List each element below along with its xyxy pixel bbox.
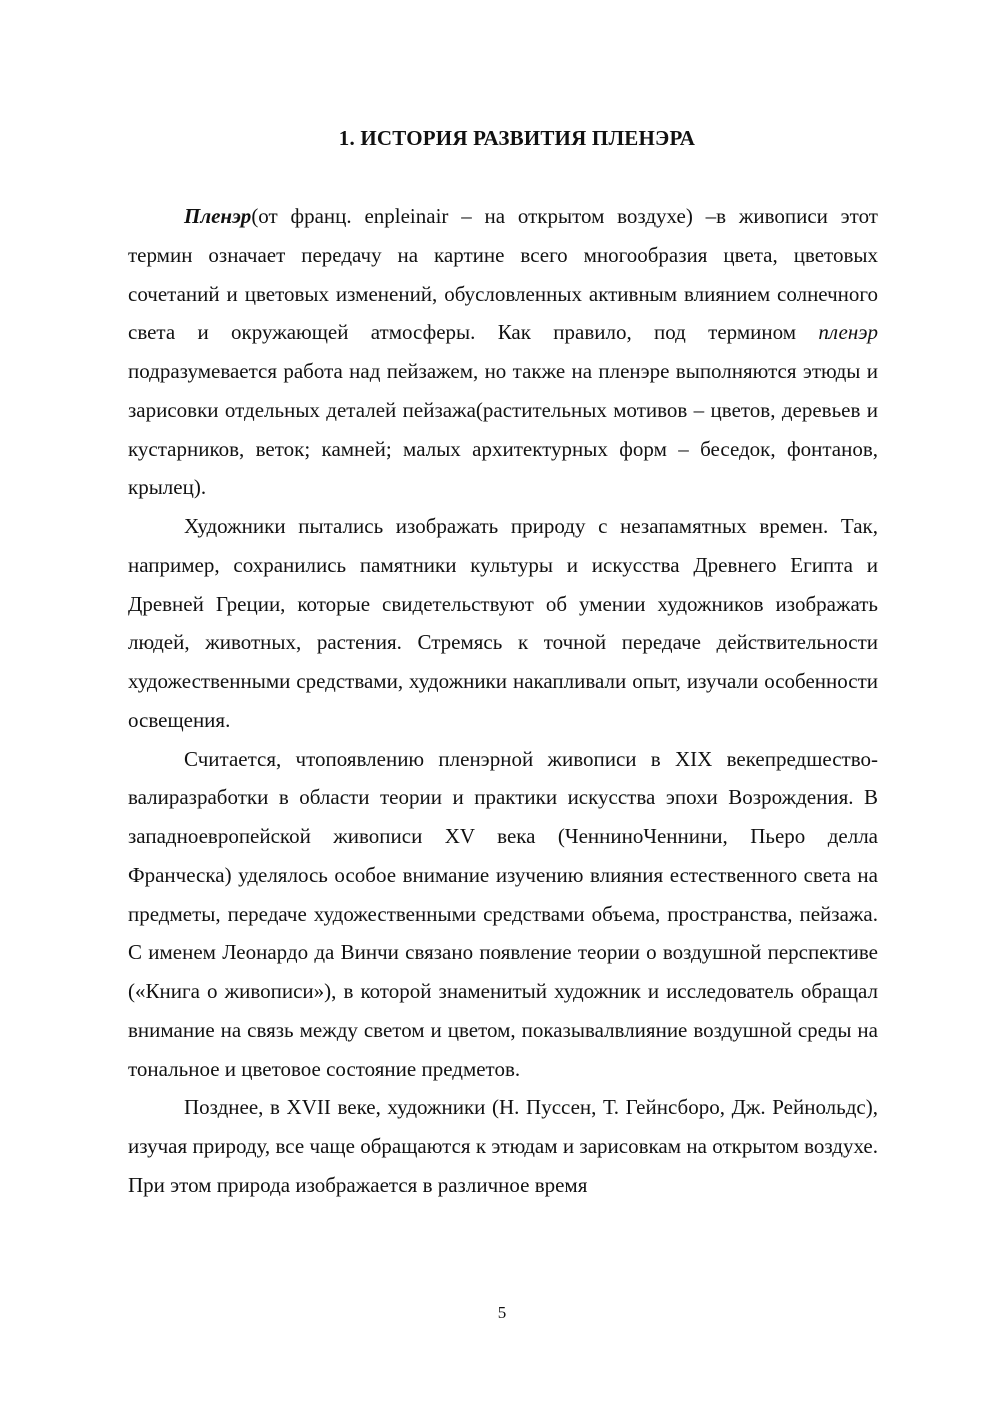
paragraph-ancient-artists: Художники пытались изображать природу с незапамятных времен. Так, например, сохранились памятники культуры и искусства Древнего Египта и Древней Греции, которые свидетельствуют об умении художников изображать людей, животных, растения. Стремясь к точной передаче действительности художественными средствами, художники накапливали опыт, изучали особенности освещения. [128,514,878,732]
term-plein-air: Пленэр [184,204,252,228]
emphasis-plein-air: пленэр [818,320,878,345]
page-number: 5 [497,1303,507,1322]
section-title: 1. ИСТОРИЯ РАЗВИТИЯ ПЛЕНЭРА [338,126,696,150]
paragraph-17th-century: Позднее, в XVII веке, художники (Н. Пуссен, Т. Гейнсборо, Дж. Рейнольдс), изучая природу, все чаще обращаются к этюдам и зарисовкам на открытом воздухе. При этом природа изображается в различное время [128,1095,878,1197]
paragraph-1-text-b: подразумевается работа над пейзажем, но также на пленэре выполняются этюды и зарисовки отдельных деталей пейзажа(растительных мотивов – цветов, деревьев и кустарников, веток; камней; малых архитектурных форм – беседок, фонтанов, крылец). [128,359,878,500]
paragraph-renaissance: Считается, чтопоявлению пленэрной живописи в XIX векепредшествовалиразработки в области теории и практики искусства эпохи Возрождения. В западноевропейской живописи XV века (ЧенниноЧеннини, Пьеро делла Франческа) уделялось особое внимание изучению влияния естественного света на предметы, передаче художественными средствами объема, пространства, пейзажа. С именем Леонардо да Винчи связано появление теории о воздушной перспективе («Книга о живописи»), в которой знаменитый художник и исследователь обращал внимание на связь между светом и цветом, показывалвлияние воздушной среды на тональное и цветовое состояние предметов. [128,746,878,1081]
body-text [128,197,878,1205]
paragraph-1-text-a: (от франц. enpleinair – на открытом воздухе) –в живописи этот термин означает передачу на картине всего многообразия цвета, цветовых сочетаний и цветовых изменений, обусловленных активным влиянием солнечного света и окружающей атмосферы. Как правило, под термином [128,204,878,345]
paragraph-plein-air-definition [128,197,878,507]
